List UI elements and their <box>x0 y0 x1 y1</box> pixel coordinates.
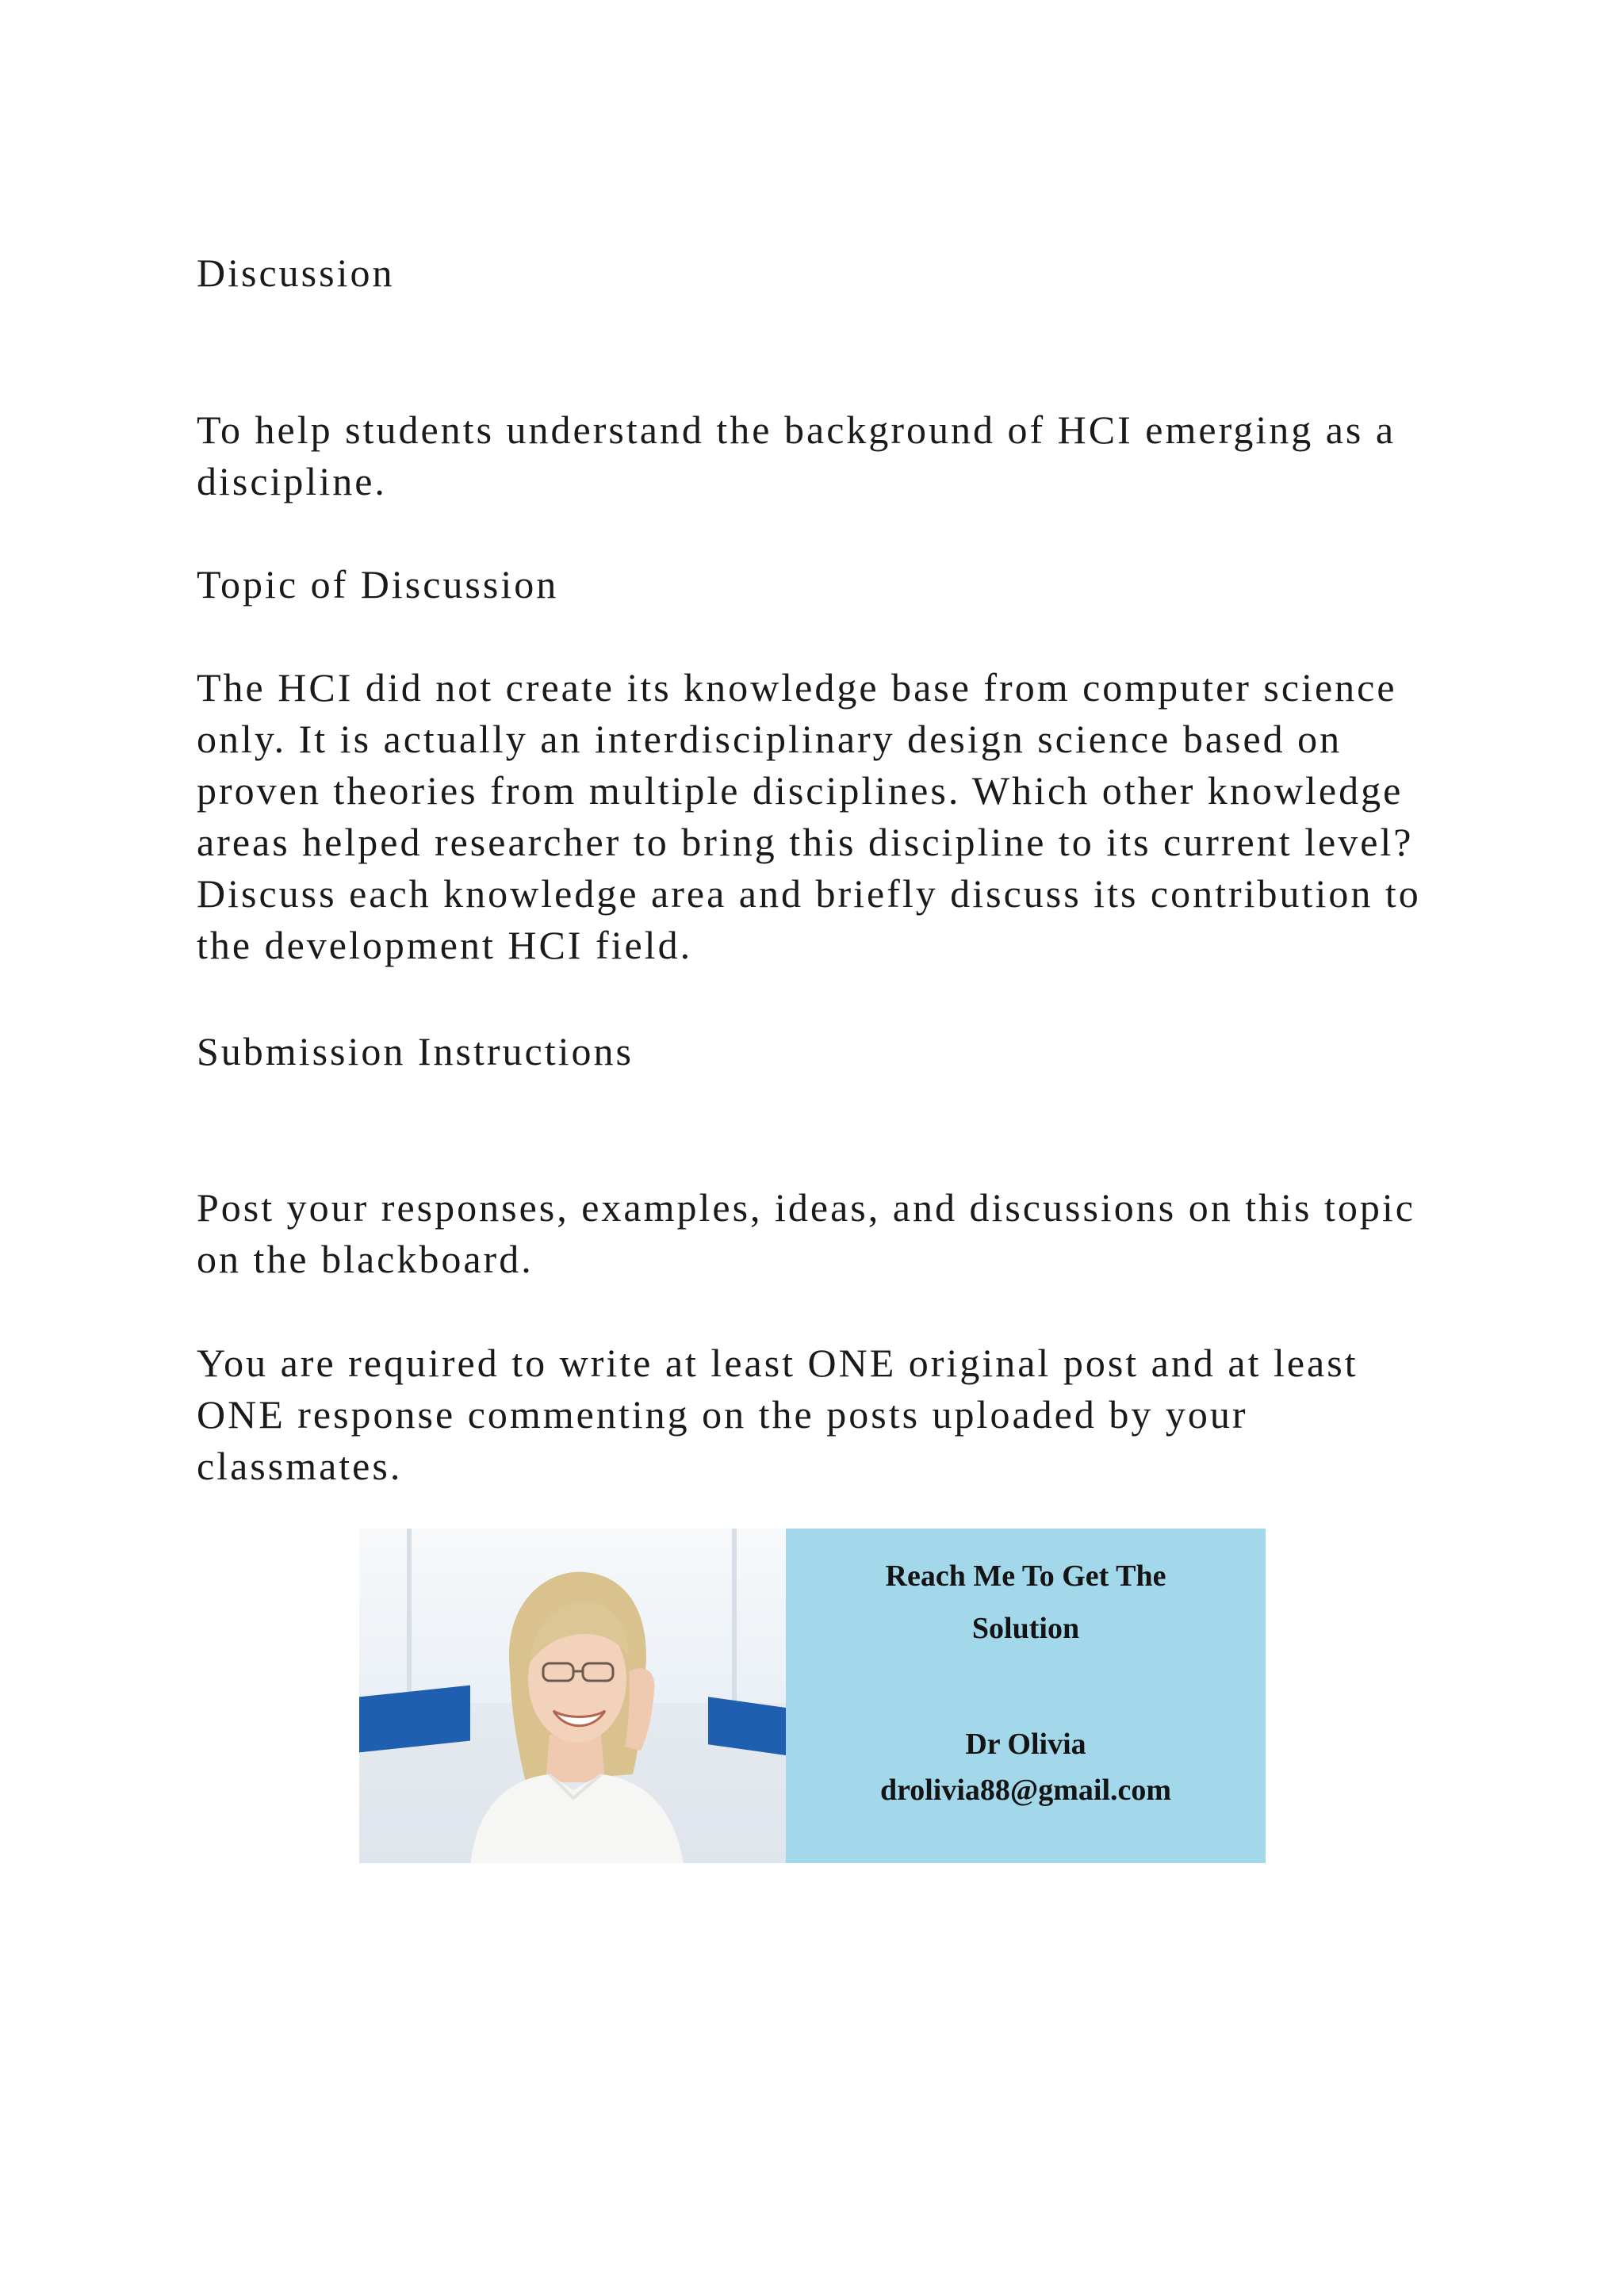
topic-heading: Topic of Discussion <box>197 562 559 607</box>
blue-chair-left <box>359 1686 470 1753</box>
contact-email[interactable]: drolivia88@gmail.com <box>879 1774 1172 1807</box>
submission-paragraph-1: Post your responses, examples, ideas, and discussions on this topic on the blackboard. <box>197 1185 1415 1281</box>
banner-headline-line-2: Solution <box>971 1612 1080 1645</box>
submission-paragraph-2: You are required to write at least ONE original post and at least ONE response commenting on the posts uploaded by your classmates. <box>197 1341 1358 1488</box>
banner-photo <box>359 1529 786 1863</box>
contact-name: Dr Olivia <box>965 1728 1086 1761</box>
banner-headline-line-1: Reach Me To Get The <box>885 1559 1166 1593</box>
topic-body-paragraph: The HCI did not create its knowledge base from computer science only. It is actually an interdisciplinary design science based on proven theories from multiple disciplines. Which other knowledge areas helped researcher to bring this discipline to its current level? Discuss each knowledge area and briefly discuss its contribution to the development HCI field. <box>197 665 1421 967</box>
submission-heading: Submission Instructions <box>197 1029 634 1073</box>
contact-banner <box>359 1529 1266 1863</box>
window-frame-line <box>407 1529 412 1703</box>
blue-chair-right <box>708 1697 786 1756</box>
document-title: Discussion <box>197 251 395 295</box>
woman-portrait-illustration <box>454 1552 692 1863</box>
purpose-paragraph: To help students understand the background of HCI emerging as a discipline. <box>197 408 1396 503</box>
window-frame-line <box>732 1529 737 1703</box>
contact-info-panel <box>786 1529 1266 1863</box>
